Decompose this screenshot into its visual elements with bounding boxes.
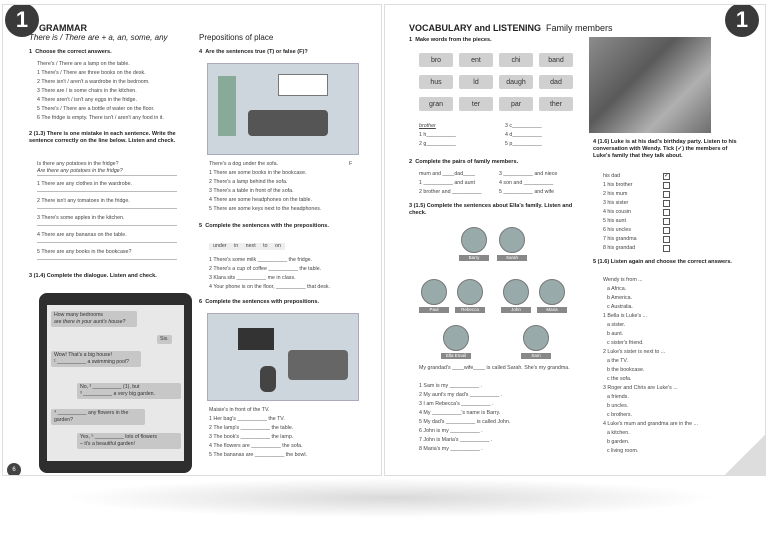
sofa-shape [248,110,328,136]
page-shadow [60,478,720,518]
ex6-item: 4 The flowers are __________ the sofa. [209,443,303,449]
family-portrait [461,227,487,253]
family-name: Paul [419,307,449,313]
ex3-item: 5 My dad's __________ is called John. [419,419,511,425]
ex6-item: 3 The book's __________ the lamp. [209,434,294,440]
ex5-title: 5 Complete the sentences with the prepositions. [199,223,329,229]
ex5-option: a Africa. [607,286,627,292]
chat-bubble: How many bedrooms are there in your aunt's house? [51,311,137,327]
word-piece: dad [539,75,573,89]
checkbox[interactable] [663,182,670,189]
chat-bubble: Wow! That's a big house! ¹ __________ a swimming pool? [51,351,141,367]
ex5-item: 2 Luke's sister is next to ... [603,349,666,355]
ex5-option: a the TV. [607,358,628,364]
ex3-item: 3 I am Rebecca's __________ . [419,401,494,407]
ex5-item: 3 Klara sits __________ me in class. [209,275,296,281]
answer-line [37,242,177,243]
ex2-item: 1 There are any clothes in the wardrobe. [37,181,133,187]
word-piece: par [499,97,533,111]
ex4-item: 1 There are some books in the bookcase. [209,170,307,176]
tv-room-illustration [207,313,359,401]
grammar-subtitle: There is / There are + a, an, some, any [29,33,168,42]
word-piece: ent [459,53,493,67]
ex2-item: Is there any potatoes in the fridge? [37,161,119,167]
checkbox-checked[interactable]: ✓ [664,173,670,179]
page-title: VOCABULARY and LISTENING Family members [409,23,613,33]
ex5-word-box: under in next to on [209,243,285,250]
vocab-ex5-title: 5 (1.6) Listen again and choose the correct answers. [593,259,732,265]
ex3-item: 8 Maria's my __________ . [419,446,483,452]
family-portrait [523,325,549,351]
family-name: Sarah [497,255,527,261]
ex5-option: b uncles. [607,403,629,409]
prepositions-title: Prepositions of place [199,33,274,42]
ex5-item: 1 Bella is Luke's ... [603,313,647,319]
ex3-item: 7 John is Maria's __________ . [419,437,493,443]
family-name: Sam [521,353,551,359]
sofa-shape [288,350,348,380]
ex1-answer: 1 h__________ [419,132,456,138]
word-piece: daugh [499,75,533,89]
page-curl [725,435,765,475]
tv-shape [238,328,274,350]
checkbox[interactable] [663,218,670,225]
ex1-answer: 2 g__________ [419,141,456,147]
ex5-item: 4 Luke's mum and grandma are in the ... [603,421,698,427]
ex2-item: 5 __________ and wife [499,189,555,195]
ex4-item: 5 his aunt [603,218,626,224]
ex2-title: 2 (1.3) There is one mistake in each sentence. Write the sentence correctly on the line below. Listen and check. [29,131,176,144]
word-piece: bro [419,53,453,67]
ex1-item: 2 There isn't / aren't a wardrobe in the bedroom. [37,79,150,85]
vocab-ex4-title: 4 (1.6) Luke is at his dad's birthday party. Listen to his conversation with Wendy. Tick (✓) the members of Luke's family that they talk about. [593,139,737,159]
ex4-item: 8 his grandad [603,245,636,251]
checkbox[interactable] [663,236,670,243]
grammar-label: GRAMMAR [39,23,87,33]
ex4-item: his dad [603,173,621,179]
picture-shape [278,74,328,96]
answer-line [37,225,177,226]
bookcase-shape [218,76,236,136]
word-piece: hus [419,75,453,89]
ex5-option: c the sofa. [607,376,632,382]
ex5-item: 4 Your phone is on the floor, __________ that desk. [209,284,331,290]
ex1-answer: 5 p__________ [505,141,542,147]
chat-bubble: No, ² __________ (1), but ³ __________ a very big garden. [77,383,181,399]
chat-bubble: Yes, ⁵ __________ lots of flowers – it's a beautiful garden! [77,433,181,449]
ex5-option: c Australia. [607,304,633,310]
ex1-item: 1 There's / There are three books on the desk. [37,70,146,76]
family-portrait [539,279,565,305]
ex5-option: c brothers. [607,412,633,418]
ex2-item: 4 There are any bananas on the table. [37,232,127,238]
word-piece: gran [419,97,453,111]
ex5-option: b the bookcase. [607,367,645,373]
ex6-item: 5 The bananas are __________ the bowl. [209,452,307,458]
word-piece: ther [539,97,573,111]
ex5-option: a friends. [607,394,629,400]
ex4-item: 3 There's a table in front of the sofa. [209,188,294,194]
ex5-item: 2 There's a cup of coffee __________ the table. [209,266,322,272]
ex3-item: 6 John is my __________ . [419,428,483,434]
family-name: Ella Email [441,353,471,359]
ex5-option: b aunt. [607,331,624,337]
family-portrait [457,279,483,305]
family-name: John [501,307,531,313]
ex2-item: 5 There are any books in the bookcase? [37,249,132,255]
word-piece: band [539,53,573,67]
checkbox[interactable] [663,245,670,252]
ex1-title: 1 Choose the correct answers. [29,49,112,55]
answer-line [37,208,177,209]
checkbox[interactable] [663,227,670,234]
ex4-item: 6 his uncles [603,227,631,233]
ex2-item: 3 There's some apples in the kitchen. [37,215,125,221]
ex1-example: brother [419,123,436,129]
ex3-item: 2 My aunt's my dad's __________ . [419,392,503,398]
ex1-item: 5 There's / There are a bottle of water on the floor. [37,106,155,112]
ex5-option: c living room. [607,448,639,454]
ex1-answer: 3 c__________ [505,123,542,129]
answer-line [37,191,177,192]
ex2-item: mum and ____dad____ [419,171,475,177]
ex4-example-answer: F [349,161,353,167]
chat-bubble: ⁴ __________ any flowers in the garden? [51,409,145,425]
word-piece: chi [499,53,533,67]
ex2-item: 3 __________ and niece [499,171,558,177]
ex1-answer: 4 d__________ [505,132,542,138]
ex6-title: 6 Complete the sentences with prepositions. [199,299,319,305]
right-page [384,4,766,476]
phone-screen [47,305,184,461]
ex3-title: 3 (1.4) Complete the dialogue. Listen and check. [29,273,157,279]
ex5-item: Wendy is from ... [603,277,643,283]
ex2-example-answer: Are there any potatoes in the fridge? [37,168,123,174]
ex3-item: 1 Sam is my __________ . [419,383,483,389]
vocab-ex1-title: 1 Make words from the pieces. [409,37,492,43]
checkbox[interactable] [663,209,670,216]
ex1-item: 3 There are / is some chairs in the kitchen. [37,88,137,94]
girl-shape [260,366,276,392]
ex4-item: There's a dog under the sofa. [209,161,279,167]
ex1-item: There's / There are a lamp on the table. [37,61,130,67]
ex6-item: 1 Her bag's __________ the TV. [209,416,285,422]
family-name: Barry [459,255,489,261]
ex4-item: 2 his mum [603,191,628,197]
chat-bubble: Six. [157,335,172,344]
family-name: Maria [537,307,567,313]
left-page [2,4,382,476]
ex2-item: 2 There isn't any tomatoes in the fridge. [37,198,130,204]
answer-line [37,175,177,176]
party-photo [589,37,711,133]
ex3-item: My grandad's ____wife____ is called Sarah. She's my grandma. [419,365,570,371]
answer-line [37,259,177,260]
ex4-title: 4 Are the sentences true (T) or false (F)? [199,49,308,55]
unit-badge: 1 [725,4,759,37]
ex2-item: 4 son and __________ [499,180,554,186]
ex1-item: 6 The fridge is empty. There isn't / aren't any food in it. [37,115,164,121]
family-portrait [503,279,529,305]
word-piece: ter [459,97,493,111]
family-portrait [499,227,525,253]
ex4-item: 3 his sister [603,200,629,206]
ex5-option-selected: b America. [607,295,633,301]
ex6-item: Maisie's in front of the TV. [209,407,270,413]
vocab-ex2-title: 2 Complete the pairs of family members. [409,159,519,165]
family-name: Rebecca [455,307,485,313]
ex5-option: a sister. [607,322,626,328]
ex4-item: 1 his brother [603,182,633,188]
ex1-item: 4 There aren't / isn't any eggs in the fridge. [37,97,137,103]
phone-illustration [39,293,192,473]
ex6-item: 2 The lamp's __________ the table. [209,425,294,431]
ex5-option: c sister's friend. [607,340,644,346]
ex4-item: 5 There are some keys next to the headphones. [209,206,322,212]
page-number: 6 [7,463,21,476]
ex2-item: 2 brother and __________ [419,189,482,195]
ex4-item: 7 his grandma [603,236,637,242]
ex2-item: 1 __________ and aunt [419,180,475,186]
family-portrait [421,279,447,305]
ex3-item: 4 My __________'s name is Barry. [419,410,501,416]
checkbox[interactable] [663,191,670,198]
ex5-option: a kitchen. [607,430,630,436]
family-portrait [443,325,469,351]
vocab-ex3-title: 3 (1.5) Complete the sentences about Ella's family. Listen and check. [409,203,573,216]
word-piece: ld [459,75,493,89]
checkbox[interactable] [663,200,670,207]
ex5-item: 3 Roger and Chris are Luke's ... [603,385,678,391]
ex5-option: b garden. [607,439,630,445]
ex5-item: 1 There's some milk __________ the fridge. [209,257,313,263]
ex4-item: 4 his cousin [603,209,631,215]
living-room-illustration [207,63,359,155]
unit-badge: 1 [5,4,39,37]
ex4-item: 2 There's a lamp behind the sofa. [209,179,288,185]
ex4-item: 4 There are some headphones on the table. [209,197,312,203]
